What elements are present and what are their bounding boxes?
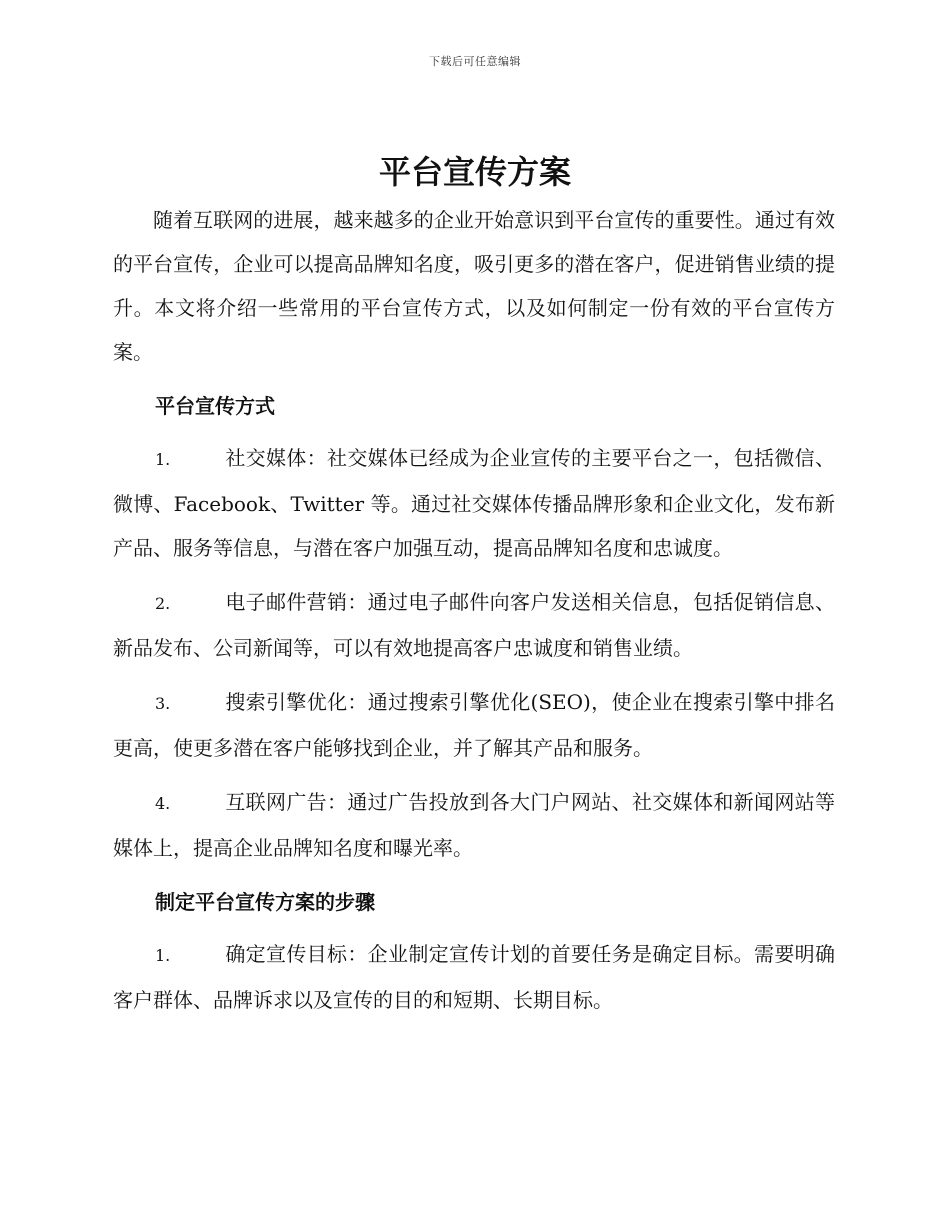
section-methods bbox=[113, 384, 835, 870]
list-item-text: 电子邮件营销：通过电子邮件向客户发送相关信息，包括促销信息、新品发布、公司新闻等，可以有效地提高客户忠诚度和销售业绩。 bbox=[113, 590, 835, 660]
page-header: 下载后可任意编辑 bbox=[429, 55, 521, 68]
list-item bbox=[113, 580, 835, 670]
document-title: 平台宣传方案 bbox=[378, 153, 571, 191]
list-item-text: 社交媒体：社交媒体已经成为企业宣传的主要平台之一，包括微信、微博、Facebook、Twitter 等。通过社交媒体传播品牌形象和企业文化，发布新产品、服务等信息，与潜在客户加强互动，提高品牌知名度和忠诚度。 bbox=[113, 446, 835, 560]
list-item-text: 确定宣传目标：企业制定宣传计划的首要任务是确定目标。需要明确客户群体、品牌诉求以及宣传的目的和短期、长期目标。 bbox=[113, 942, 835, 1012]
list-item bbox=[113, 680, 835, 770]
list-number: 1. bbox=[155, 450, 171, 469]
intro-paragraph: 随着互联网的进展，越来越多的企业开始意识到平台宣传的重要性。通过有效的平台宣传，企业可以提高品牌知名度，吸引更多的潜在客户，促进销售业绩的提升。本文将介绍一些常用的平台宣传方式，以及如何制定一份有效的平台宣传方案。 bbox=[113, 208, 835, 364]
section-heading: 制定平台宣传方案的步骤 bbox=[155, 890, 375, 914]
list-item-text: 互联网广告：通过广告投放到各大门户网站、社交媒体和新闻网站等媒体上，提高企业品牌知名度和曝光率。 bbox=[113, 790, 835, 860]
list-item bbox=[113, 780, 835, 870]
list-item bbox=[113, 436, 835, 570]
list-number: 3. bbox=[155, 694, 171, 713]
section-heading: 平台宣传方式 bbox=[155, 394, 275, 418]
list-number: 4. bbox=[155, 794, 171, 813]
list-item bbox=[113, 932, 835, 1022]
list-number: 1. bbox=[155, 946, 171, 965]
document-body bbox=[113, 198, 835, 1032]
list-item-text: 搜索引擎优化：通过搜索引擎优化(SEO)，使企业在搜索引擎中排名更高，使更多潜在客户能够找到企业，并了解其产品和服务。 bbox=[113, 690, 835, 760]
section-steps bbox=[113, 880, 835, 1022]
list-number: 2. bbox=[155, 594, 171, 613]
